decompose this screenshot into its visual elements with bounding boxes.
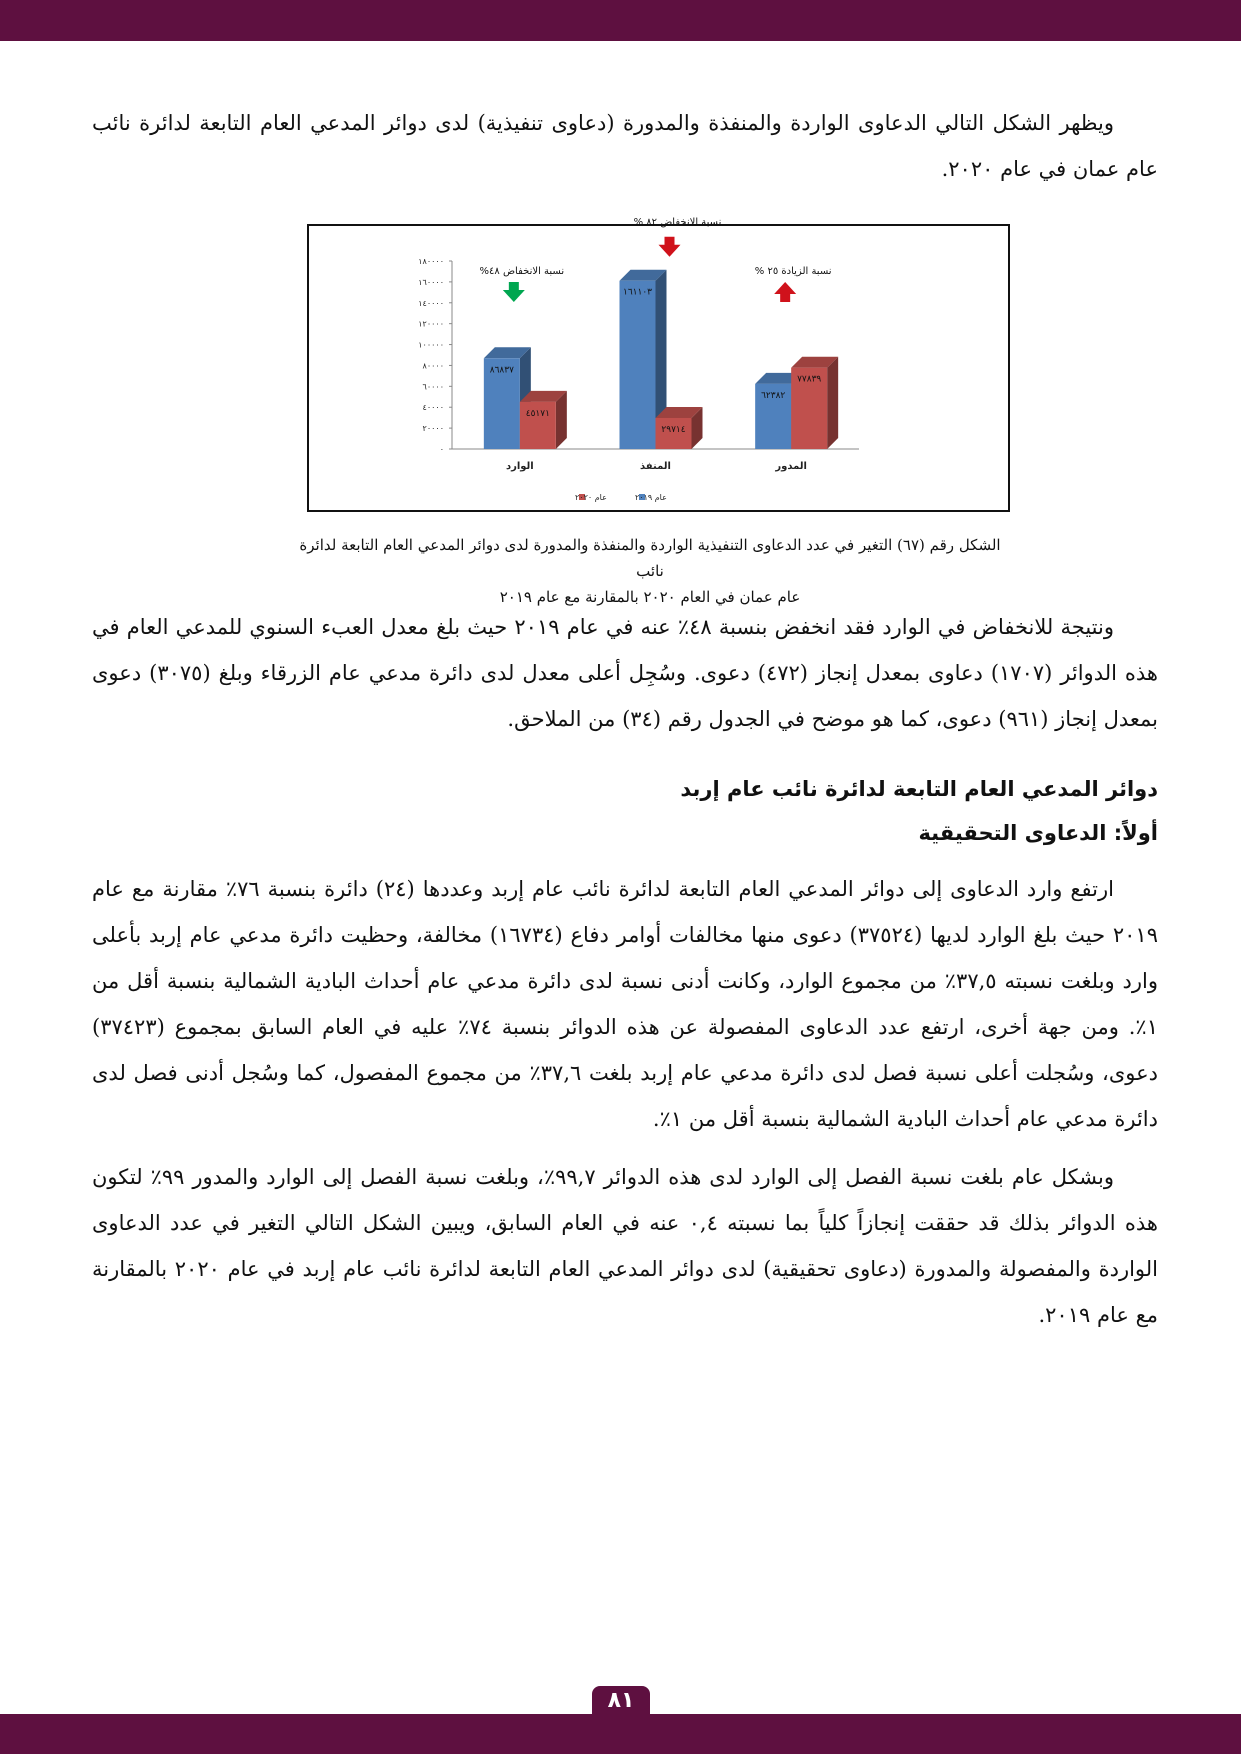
data-label-0-1: ١٦١١٠٣ [622,287,653,298]
y-tick-label: ١٨٠٠٠٠ [418,257,444,266]
caption-line-1: الشكل رقم (٦٧) التغير في عدد الدعاوى التنفيذية الواردة والمنفذة والمدورة لدى دوائر المدعي العام التابعة لدائرة نائب [299,536,1001,580]
arrow-down-icon-0 [503,282,525,302]
y-tick-label: ٤٠٠٠٠ [422,403,444,413]
caption-line-2: عام عمان في العام ٢٠٢٠ بالمقارنة مع عام ٢٠١٩ [499,588,801,606]
category-label-1: المنفذ [640,461,671,472]
arrow-up-icon-2 [774,282,796,302]
category-label-2: المدور [775,461,807,472]
top-banner [0,0,1241,41]
y-tick-label: ١٦٠٠٠٠ [418,277,444,287]
bottom-banner [0,1714,1241,1754]
paragraph-block-2 [92,866,1158,1142]
data-label-0-2: ٦٢٣٨٢ [761,390,786,401]
y-tick-label: ١٤٠٠٠٠ [418,298,444,308]
legend-label-0: عام ٢٠٢٠ [575,493,607,502]
y-tick-label: ٠ [439,445,444,454]
annotation-label-0: نسبة الانخفاض ٤٨% [479,266,565,277]
annotation-label-1: نسبة الانخفاض ٨٢ % [633,216,722,228]
bar-0-1 [620,281,656,449]
data-label-0-0: ٨٦٨٣٧ [489,365,514,376]
data-label-1-1: ٢٩٧١٤ [661,424,686,435]
y-tick-label: ٦٠٠٠٠ [422,382,444,392]
y-tick-label: ١٠٠٠٠٠ [418,340,444,350]
figure-caption [290,532,1010,610]
paragraph-block-1 [92,604,1158,742]
intro-paragraph: ويظهر الشكل التالي الدعاوى الواردة والمنفذة والمدورة (دعاوى تنفيذية) لدى دوائر المدعي العام التابعة لدائرة نائب عام عمان في عام ٢٠٢٠. [92,111,1158,181]
bar-side-1-2 [827,357,838,449]
intro-paragraph-block [92,100,1158,192]
y-tick-label: ٨٠٠٠٠ [422,361,444,371]
sub-heading: أولاً: الدعاوى التحقيقية [918,821,1158,845]
category-label-0: الوارد [505,461,534,472]
page-number: ٨١ [592,1686,650,1716]
paragraph-2: ارتفع وارد الدعاوى إلى دوائر المدعي العام التابعة لدائرة نائب عام إربد وعددها (٢٤) دائرة بنسبة ٧٦٪ مقارنة مع عام ٢٠١٩ حيث بلغ الوارد لديها (٣٧٥٢٤) دعوى منها مخالفات أوامر دفاع (١٦٧٣٤) مخالفة، وحظيت دائرة مدعي عام إربد بأعلى وارد وبلغت نسبته ٣٧,٥٪ من مجموع الوارد، وكانت أدنى نسبة لدى دائرة مدعي عام أحداث البادية الشمالية بنسبة أقل من ١٪. ومن جهة أخرى، ارتفع عدد الدعاوى المفصولة عن هذه الدوائر بنسبة ٧٤٪ عليه في العام السابق بمجموع (٣٧٤٢٣) دعوى، وسُجلت أعلى نسبة فصل لدى دائرة مدعي عام إربد بلغت ٣٧,٦٪ من مجموع المفصول، كما وسُجل أدنى فصل لدى دائرة مدعي عام أحداث البادية الشمالية بنسبة أقل من ١٪. [92,877,1158,1131]
legend-label-1: عام ٢٠١٩ [635,493,667,502]
y-tick-label: ٢٠٠٠٠ [422,424,444,434]
paragraph-3: وبشكل عام بلغت نسبة الفصل إلى الوارد لدى هذه الدوائر ٩٩,٧٪، وبلغت نسبة الفصل إلى الوارد والمدور ٩٩٪ لتكون هذه الدوائر بذلك قد حققت إنجازاً كلياً بما نسبته ٠,٤ عنه في العام السابق، ويبين الشكل التالي التغير في عدد الدعاوى الواردة والمفصولة والمدورة (دعاوى تحقيقية) لدى دوائر المدعي العام التابعة لدائرة نائب عام إربد في عام ٢٠٢٠ بالمقارنة مع عام ٢٠١٩. [92,1165,1159,1327]
section-heading: دوائر المدعي العام التابعة لدائرة نائب عام إربد [680,777,1158,801]
headings-block [92,767,1158,855]
y-tick-label: ١٢٠٠٠٠ [418,319,444,329]
arrow-down-icon-1 [659,237,681,257]
annotation-label-2: نسبة الزيادة ٢٥ % [754,266,832,277]
data-label-1-0: ٤٥١٧١ [525,408,550,419]
paragraph-block-3 [92,1154,1158,1338]
paragraph-1: ونتيجة للانخفاض في الوارد فقد انخفض بنسبة ٤٨٪ عنه في عام ٢٠١٩ حيث بلغ معدل العبء السنوي للمدعي العام في هذه الدوائر (١٧٠٧) دعاوى بمعدل إنجاز (٤٧٢) دعوى. وسُجِل أعلى معدل لدى دائرة مدعي عام الزرقاء وبلغ (٣٠٧٥) دعوى بمعدل إنجاز (٩٦١) دعوى، كما هو موضح في الجدول رقم (٣٤) من الملاحق. [92,615,1159,731]
bar-chart [309,216,1008,510]
chart-figure [307,216,1010,512]
data-label-1-2: ٧٧٨٣٩ [797,374,822,385]
